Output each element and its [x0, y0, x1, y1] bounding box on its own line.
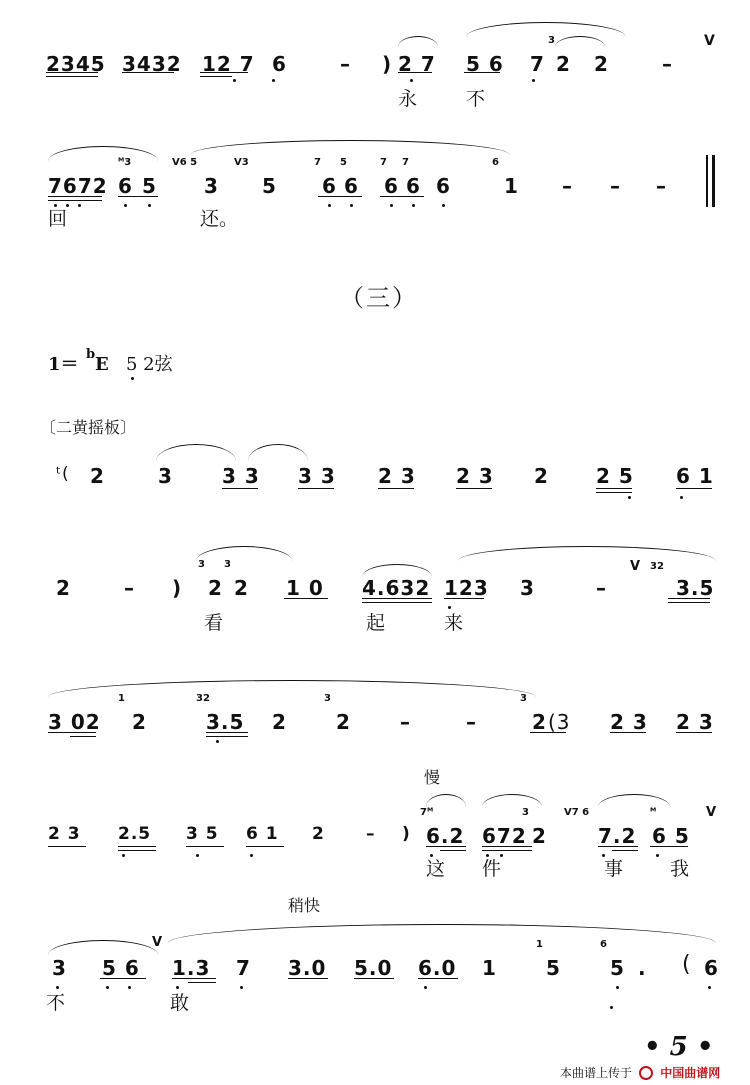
note: 6 [322, 174, 337, 198]
grace-note: 6 [492, 157, 499, 168]
note: 3.0 [288, 956, 327, 980]
grace-note: 6 [600, 939, 607, 950]
grace-note: 7 [402, 157, 409, 168]
tempo-marking: 慢 [424, 768, 441, 787]
note: 3.5 [676, 576, 715, 600]
note: 1 0 [286, 576, 324, 600]
lyric: 我 [670, 858, 690, 880]
note: – [662, 52, 673, 76]
grace-note: 3 [198, 559, 205, 570]
upload-text: 本曲谱上传于 [560, 1066, 633, 1080]
grace-note: 32 [650, 561, 664, 572]
note: 2 [90, 464, 105, 488]
lyric: 看 [204, 612, 224, 634]
note: 1.3 [172, 956, 211, 980]
lyric: 这 [426, 858, 446, 880]
note: 2.5 [118, 824, 152, 844]
note: 7672 [48, 174, 108, 198]
lyric: 事 [604, 858, 624, 880]
note: 6 [384, 174, 399, 198]
note: 2 3 [456, 464, 494, 488]
note: – [596, 576, 607, 600]
note: ) [402, 824, 411, 844]
note: 3432 [122, 52, 182, 76]
note: 6 5 [652, 824, 690, 848]
string-tuning: 5 2弦 [126, 354, 173, 375]
site-logo-icon [639, 1066, 653, 1080]
note: ) [382, 52, 393, 76]
note: 3 [158, 464, 173, 488]
note: 1 [482, 956, 497, 980]
key-letter: E [95, 354, 109, 375]
note: 3 [204, 174, 219, 198]
note: – [562, 174, 573, 198]
lyric: 起 [366, 612, 386, 634]
note: 2 [336, 710, 351, 734]
note: 3 3 [298, 464, 336, 488]
breath-mark-v: V [152, 935, 163, 950]
note: 5 6 [102, 956, 140, 980]
note: 2 3 [610, 710, 648, 734]
mode-label: 〔二黄摇板〕 [40, 418, 137, 437]
grace-note: 1 [536, 939, 543, 950]
key-label: 1＝ [48, 354, 79, 375]
note: 7 [530, 52, 545, 76]
note: 2345 [46, 52, 106, 76]
breath-mark-v: V [706, 805, 717, 820]
note: 2 [132, 710, 147, 734]
grace-note: 3 [522, 807, 529, 818]
note: . [638, 956, 647, 980]
note: 6 1 [676, 464, 714, 488]
grace-note: 3 [520, 693, 527, 704]
grace-note: 3 [548, 35, 555, 46]
note: 2 [532, 710, 547, 734]
lyric: 件 [482, 858, 502, 880]
lyric: 敢 [170, 992, 190, 1014]
note: 5 [262, 174, 277, 198]
note: – [656, 174, 667, 198]
note: 2 [234, 576, 249, 600]
lyric: 永 [398, 88, 418, 110]
note: 4.632 [362, 576, 431, 600]
note: 6 [272, 52, 287, 76]
grace-note: V6 5 [172, 157, 198, 168]
page-number: • 5 • [644, 1032, 714, 1062]
note: – [400, 710, 411, 734]
note: 3 5 [186, 824, 219, 844]
note: 2 [208, 576, 223, 600]
lyric: 还。 [200, 208, 239, 230]
note: ᵗ( [56, 464, 70, 484]
note: 2 3 [676, 710, 714, 734]
note: 6 1 [246, 824, 279, 844]
note: 12 7 [202, 52, 255, 76]
note: 2 [312, 824, 325, 844]
note: 2 [594, 52, 609, 76]
note: 3 02 [48, 710, 101, 734]
grace-note: ᴹ [650, 807, 657, 818]
note: ( [682, 952, 692, 977]
note: 3 [52, 956, 67, 980]
grace-note: V3 [234, 157, 249, 168]
note: 2 3 [378, 464, 416, 488]
note: 2 [534, 464, 549, 488]
upload-watermark [560, 1062, 720, 1081]
note: – [366, 824, 376, 844]
grace-note: 32 [196, 693, 210, 704]
note: 5.0 [354, 956, 393, 980]
site-name[interactable]: 中国曲谱网 [660, 1066, 721, 1080]
note: 6 [704, 956, 719, 980]
note: (3 [548, 710, 571, 734]
grace-note: 7 [380, 157, 387, 168]
key-flat: b [86, 347, 96, 362]
breath-mark-v: V [630, 559, 641, 574]
note: 5 [546, 956, 561, 980]
note: 2 7 [398, 52, 436, 76]
note: 7.2 [598, 824, 637, 848]
note: 2 3 [48, 824, 81, 844]
lyric: 不 [46, 992, 66, 1014]
grace-note: 7 [314, 157, 321, 168]
note: 6 [118, 174, 133, 198]
note: 6 [436, 174, 451, 198]
grace-note: 5 [340, 157, 347, 168]
note: 5 [610, 956, 625, 980]
note: – [124, 576, 135, 600]
note: 5 6 [466, 52, 504, 76]
grace-note: 7ᴹ [420, 807, 434, 818]
note: – [610, 174, 621, 198]
grace-note: 1 [118, 693, 125, 704]
note: 2 [556, 52, 571, 76]
grace-note: ᴹ3 [118, 157, 132, 168]
grace-note: 3 [224, 559, 231, 570]
note: 6 [406, 174, 421, 198]
breath-mark-v: V [704, 33, 715, 49]
note: 6.0 [418, 956, 457, 980]
tempo-marking: 稍快 [288, 896, 321, 915]
note: 6 [344, 174, 359, 198]
grace-note: 3 [324, 693, 331, 704]
note: 6.2 [426, 824, 465, 848]
note: – [340, 52, 351, 76]
note: 1 [504, 174, 519, 198]
lyric: 回 [48, 208, 68, 230]
note: 2 5 [596, 464, 634, 488]
note: 5 [142, 174, 157, 198]
note: 123 [444, 576, 489, 600]
note: – [466, 710, 477, 734]
note: ) [172, 576, 183, 600]
note: 7 [236, 956, 251, 980]
lyric: 不 [466, 88, 486, 110]
note: 2 [272, 710, 287, 734]
grace-note: V7 6 [564, 807, 590, 818]
section-title: （三） [340, 284, 418, 312]
note: 2 [56, 576, 71, 600]
note: 2 [532, 824, 547, 848]
note: 3 [520, 576, 535, 600]
note: 3 3 [222, 464, 260, 488]
note: 672 [482, 824, 527, 848]
lyric: 来 [444, 612, 464, 634]
note: 3.5 [206, 710, 245, 734]
